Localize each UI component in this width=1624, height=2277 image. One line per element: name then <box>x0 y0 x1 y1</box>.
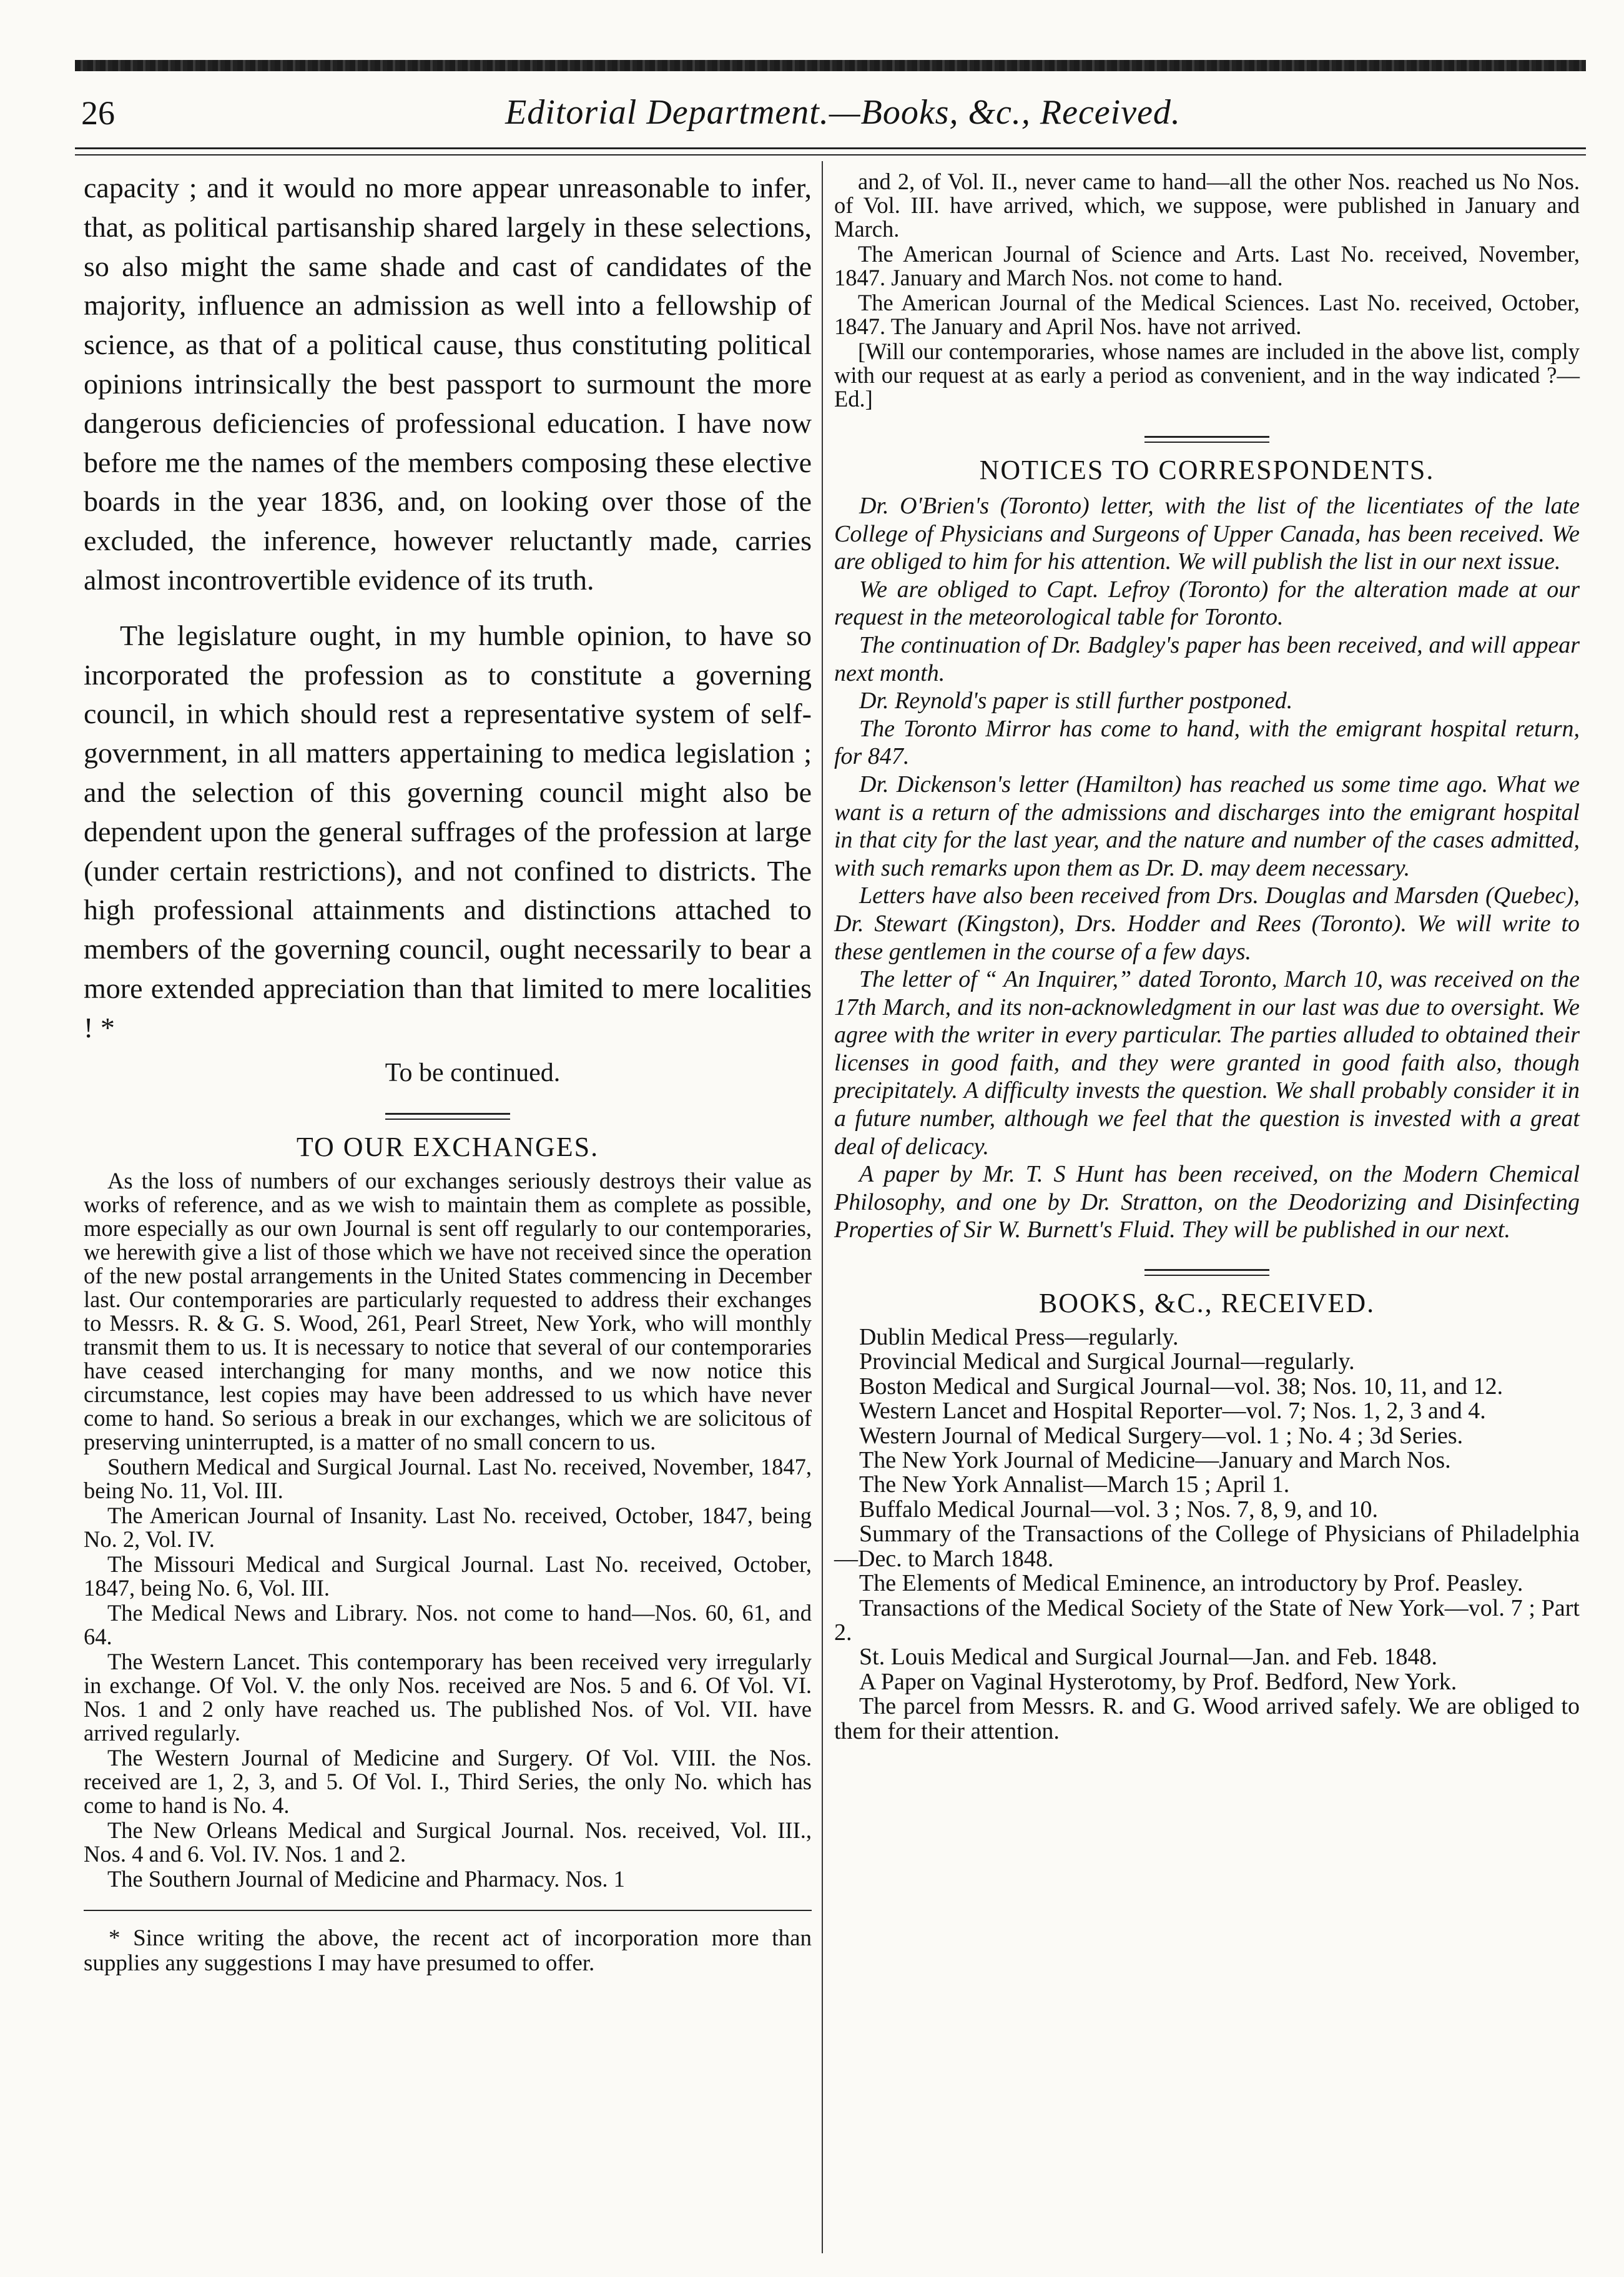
exchange-item: The Southern Journal of Medicine and Pharmacy. Nos. 1 <box>107 1865 625 1892</box>
section-separator <box>1144 1269 1269 1276</box>
exchange-item: The American Journal of Insanity. Last No. received, October, 1847, being No. 2, Vol. IV. <box>84 1502 812 1552</box>
exchanges-intro: As the loss of numbers of our exchanges seriously destroys their value as works of reference, and as we wish to maintain them as complete as possible, more especially as our own Journal is sent off regularly to our contemporaries, we herewith give a list of those which we have not received since the operation of the new postal arrangements in the United States commencing in December last. Our contemporaries are particularly requested to address their exchanges to Messrs. R. & G. S. Wood, 261, Pearl Street, New York, who will monthly transmit them to us. It is necessary to notice that several of our contemporaries have ceased interchanging for many months, and we now notice this circumstance, lest copies may have been addressed to us which have never come to hand. So serious a break in our exchanges, which we are solicitous of preserving uninterrupted, is a matter of no small concern to us. <box>84 1167 812 1455</box>
book-item: Western Lancet and Hospital Reporter—vol. 7; Nos. 1, 2, 3 and 4. <box>859 1398 1486 1425</box>
exchange-item: and 2, of Vol. II., never came to hand—all the other Nos. reached us No Nos. of Vol. III. have arrived, which, we suppose, were published in January and March. <box>834 169 1580 242</box>
footnote: * Since writing the above, the recent act of incorporation more than supplies any suggestions I may have presumed to offer. <box>84 1925 812 1976</box>
exchanges-heading: TO OUR EXCHANGES. <box>296 1131 599 1162</box>
exchange-item: The American Journal of Science and Arts. Last No. received, November, 1847. January and March Nos. not come to hand. <box>834 241 1580 290</box>
top-decorative-rule <box>75 60 1586 71</box>
book-item: The New York Annalist—March 15 ; April 1. <box>859 1471 1290 1498</box>
book-item: A Paper on Vaginal Hysterotomy, by Prof. Bedford, New York. <box>859 1668 1457 1695</box>
book-item: Western Journal of Medical Surgery—vol. 1 ; No. 4 ; 3d Series. <box>859 1422 1464 1449</box>
exchanges-continuation <box>834 170 1580 411</box>
book-item: St. Louis Medical and Surgical Journal—Jan. and Feb. 1848. <box>859 1644 1437 1671</box>
right-column <box>834 169 1580 1744</box>
books-received-heading: BOOKS, &C., RECEIVED. <box>1038 1288 1375 1319</box>
notice-item: A paper by Mr. T. S Hunt has been received, on the Modern Chemical Philosophy, and one by Dr. Stratton, on the Deodorizing and Disinfecting Properties of Sir W. Burnett's Fluid. They will be published in our next. <box>834 1161 1580 1243</box>
notices-section <box>834 492 1580 1244</box>
footnote-rule <box>84 1910 812 1911</box>
book-item: The parcel from Messrs. R. and G. Wood arrived safely. We are obliged to them for their attention. <box>834 1693 1580 1744</box>
exchange-item: The Western Lancet. This contemporary has been received very irregularly in exchange. Of Vol. V. the only Nos. received are Nos. 5 and 6. Of Vol. VI. Nos. 1 and 2 only have reached us. The published Nos. of Vol. VII. have arrived regularly. <box>84 1648 812 1746</box>
exchange-item: The Western Journal of Medicine and Surgery. Of Vol. VIII. the Nos. received are 1, 2, 3, and 5. Of Vol. I., Third Series, the only No. which has come to hand is No. 4. <box>84 1744 812 1818</box>
notice-item: The Toronto Mirror has come to hand, with the emigrant hospital return, for 847. <box>834 715 1580 770</box>
header-rule <box>75 147 1586 156</box>
page-number: 26 <box>81 94 115 132</box>
editor-note: [Will our contemporaries, whose names are included in the above list, comply with our request at as early a period as convenient, and in the way indicated ?—Ed.] <box>834 338 1580 412</box>
notice-item: The continuation of Dr. Badgley's paper has been received, and will appear next month. <box>834 631 1580 686</box>
section-separator <box>385 1113 510 1120</box>
exchange-item: The American Journal of the Medical Sciences. Last No. received, October, 1847. The January and April Nos. have not arrived. <box>834 290 1580 339</box>
book-item: Buffalo Medical Journal—vol. 3 ; Nos. 7, 8, 9, and 10. <box>859 1496 1378 1523</box>
notices-heading: NOTICES TO CORRESPONDENTS. <box>979 455 1435 485</box>
column-divider <box>822 161 823 2253</box>
essay-paragraph: capacity ; and it would no more appear unreasonable to infer, that, as political partisanship shared largely in these selections, so also might the same shade and cast of candidates of the majority, influence an admission as well into a fellowship of science, as that of a political cause, thus constituting political opinions intrinsically the best passport to surmount the more dangerous deficiencies of professional education. I have now before me the names of the members composing these elective boards in the year 1836, and, on looking over those of the excluded, the inference, however reluctantly made, carries almost incontrovertible evidence of its truth. <box>84 172 812 596</box>
notice-item: We are obliged to Capt. Lefroy (Toronto) for the alteration made at our request in the meteorological table for Toronto. <box>834 576 1580 631</box>
notice-item: Dr. Reynold's paper is still further postponed. <box>859 688 1293 714</box>
notice-item: Dr. Dickenson's letter (Hamilton) has reached us some time ago. What we want is a return of the admissions and discharges into the emigrant hospital in that city for the last year, and the nature and number of the cases admitted, with such remarks upon them as Dr. D. may deem necessary. <box>834 771 1580 881</box>
left-column <box>84 169 812 1976</box>
book-item: Dublin Medical Press—regularly. <box>859 1324 1179 1351</box>
essay-paragraph: The legislature ought, in my humble opinion, to have so incorporated the profession as to constitute a governing council, in which should rest a representative system of self-government, in all matters appertaining to medica legislation ; and the selection of this governing council might also be dependent upon the general suffrages of the profession at large (under certain restrictions), and not confined to districts. The high professional attainments and distinctions attached to members of the governing council, ought necessarily to bear a more extended appreciation than that limited to mere localities ! * <box>84 619 812 1044</box>
notice-item: Dr. O'Brien's (Toronto) letter, with the list of the licentiates of the late College of Physicians and Surgeons of Upper Canada, has been received. We are obliged to him for his attention. We will publish the list in our next issue. <box>834 493 1580 575</box>
book-item: Provincial Medical and Surgical Journal—regularly. <box>859 1348 1355 1375</box>
book-item: The Elements of Medical Eminence, an introductory by Prof. Peasley. <box>859 1570 1523 1597</box>
exchanges-section <box>84 1169 812 1891</box>
book-item: Boston Medical and Surgical Journal—vol. 38; Nos. 10, 11, and 12. <box>859 1373 1503 1400</box>
book-item: The New York Journal of Medicine—January and March Nos. <box>859 1447 1451 1474</box>
exchange-item: The New Orleans Medical and Surgical Journal. Nos. received, Vol. III., Nos. 4 and 6. Vol. IV. Nos. 1 and 2. <box>84 1817 812 1867</box>
exchange-item: The Missouri Medical and Surgical Journal. Last No. received, October, 1847, being No. 6, Vol. III. <box>84 1551 812 1601</box>
notice-item: The letter of “ An Inquirer,” dated Toronto, March 10, was received on the 17th March, and its non-acknowledgment in our last was due to oversight. We agree with the writer in every particular. The parties alluded to obtained their licenses in good faith, and they were granted in good faith also, though precipitately. A difficulty invests the question. We shall probably consider it in a future number, although we feel that the question is invested with a great deal of delicacy. <box>834 966 1580 1160</box>
section-separator <box>1144 436 1269 443</box>
to-be-continued-note: To be continued. <box>385 1058 561 1087</box>
running-head: Editorial Department.—Books, &c., Received. <box>505 93 1181 132</box>
books-received-list <box>834 1325 1580 1744</box>
notice-item: Letters have also been received from Drs. Douglas and Marsden (Quebec), Dr. Stewart (Kingston), Drs. Hodder and Rees (Toronto). We will write to these gentlemen in the course of a few days. <box>834 882 1580 965</box>
exchange-item: The Medical News and Library. Nos. not come to hand—Nos. 60, 61, and 64. <box>84 1599 812 1649</box>
book-item: Transactions of the Medical Society of the State of New York—vol. 7 ; Part 2. <box>834 1594 1580 1646</box>
essay-continuation <box>84 169 812 1048</box>
book-item: Summary of the Transactions of the College of Physicians of Philadelphia—Dec. to March 1848. <box>834 1521 1580 1572</box>
exchange-item: Southern Medical and Surgical Journal. Last No. received, November, 1847, being No. 11, Vol. III. <box>84 1453 812 1503</box>
